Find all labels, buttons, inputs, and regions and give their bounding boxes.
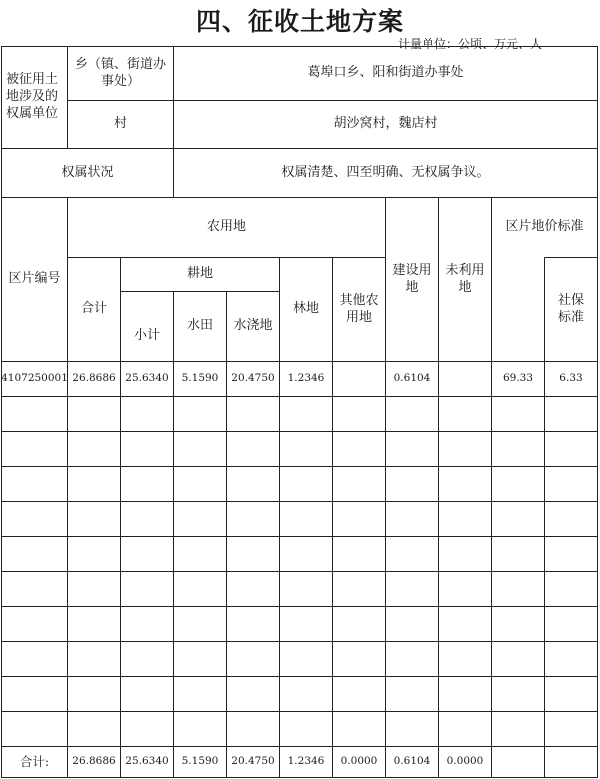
header-forest: 林地 [292, 301, 319, 317]
row1-subtotal: 25.6340 [125, 372, 169, 385]
owner-group-label: 被征用土地涉及的权属单位 [6, 72, 59, 121]
township-label: 乡（镇、街道办事处） [74, 56, 166, 89]
township-value: 葛埠口乡、阳和街道办事处 [307, 65, 464, 81]
row1-parcel-no: 4107250001 [1, 372, 68, 385]
header-agricultural: 农用地 [206, 219, 246, 235]
header-parcel-no: 区片编号 [8, 271, 61, 287]
row1-total: 26.8686 [72, 372, 116, 385]
row1-forest: 1.2346 [287, 372, 325, 385]
totals-other-agri: 0.0000 [340, 755, 378, 768]
header-construction: 建设用地 [392, 262, 432, 295]
page-title: 四、征收土地方案 [195, 7, 404, 36]
row1-price: 69.33 [502, 372, 534, 385]
totals-total: 26.8686 [72, 755, 116, 768]
totals-irrigated: 20.4750 [231, 755, 275, 768]
village-label: 村 [113, 116, 127, 132]
row1-social: 6.33 [559, 372, 583, 385]
ownership-status-value: 权属清楚、四至明确、无权属争议。 [281, 164, 490, 180]
header-cultivated: 耕地 [186, 266, 213, 282]
unit-note: 计量单位：公顷、万元、人 [398, 37, 543, 51]
totals-forest: 1.2346 [287, 755, 325, 768]
row1-unused [439, 362, 491, 396]
totals-unused: 0.0000 [446, 755, 484, 768]
header-other-agri: 其他农用地 [339, 292, 379, 325]
row1-other-agri [333, 362, 385, 396]
header-price-standard: 区片地价标准 [505, 219, 584, 235]
header-paddy: 水田 [186, 318, 213, 334]
header-unused: 未利用地 [445, 262, 485, 295]
header-subtotal: 小计 [133, 328, 160, 344]
ownership-status-label: 权属状况 [61, 164, 114, 180]
totals-price [492, 747, 544, 777]
row1-irrigated: 20.4750 [231, 372, 275, 385]
village-value: 胡沙窝村，魏店村 [333, 116, 438, 132]
header-total: 合计 [80, 301, 107, 317]
totals-subtotal: 25.6340 [125, 755, 169, 768]
header-irrigated: 水浇地 [233, 318, 273, 334]
totals-construction: 0.6104 [393, 755, 431, 768]
row1-paddy: 5.1590 [181, 372, 219, 385]
totals-label: 合计: [19, 753, 50, 769]
row1-construction: 0.6104 [393, 372, 431, 385]
totals-paddy: 5.1590 [181, 755, 219, 768]
totals-social [545, 747, 597, 777]
header-social-security: 社保标准 [557, 292, 584, 325]
